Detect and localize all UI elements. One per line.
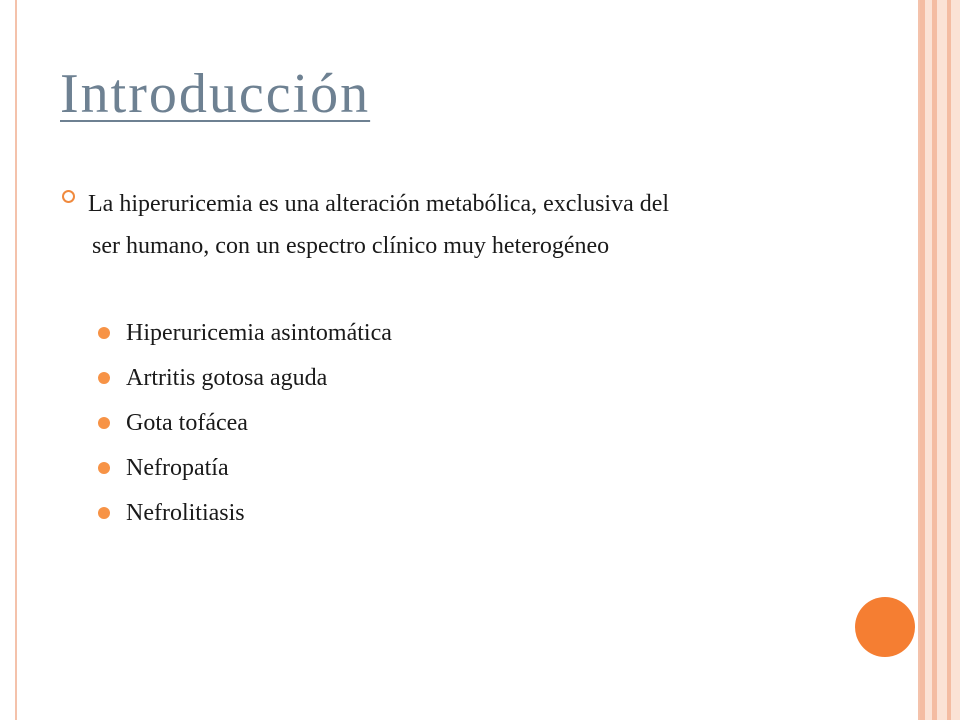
main-bullet-line-2: ser humano, con un espectro clínico muy heterogéneo	[92, 233, 610, 259]
list-item-label: Nefropatía	[126, 455, 229, 481]
bullet-dot-icon	[98, 417, 110, 429]
stripe	[925, 0, 932, 720]
slide-title: Introducción	[60, 63, 371, 125]
list-item	[98, 491, 392, 536]
list-item	[98, 356, 392, 401]
list-item	[98, 401, 392, 446]
ring-bullet-icon	[62, 190, 75, 203]
list-item-label: Nefrolitiasis	[126, 500, 245, 526]
main-bullet-line-1: La hiperuricemia es una alteración metabólica, exclusiva del	[88, 191, 670, 217]
stripe	[951, 0, 960, 720]
decorative-stripes	[920, 0, 960, 720]
stripe	[937, 0, 947, 720]
decorative-circle	[855, 597, 915, 657]
sub-bullet-list	[98, 311, 392, 536]
list-item-label: Artritis gotosa aguda	[126, 365, 328, 391]
bullet-dot-icon	[98, 372, 110, 384]
list-item	[98, 311, 392, 356]
list-item-label: Hiperuricemia asintomática	[126, 320, 392, 346]
main-bullet-text	[88, 180, 888, 264]
list-item	[98, 446, 392, 491]
bullet-dot-icon	[98, 327, 110, 339]
bullet-dot-icon	[98, 462, 110, 474]
bullet-dot-icon	[98, 507, 110, 519]
list-item-label: Gota tofácea	[126, 410, 248, 436]
